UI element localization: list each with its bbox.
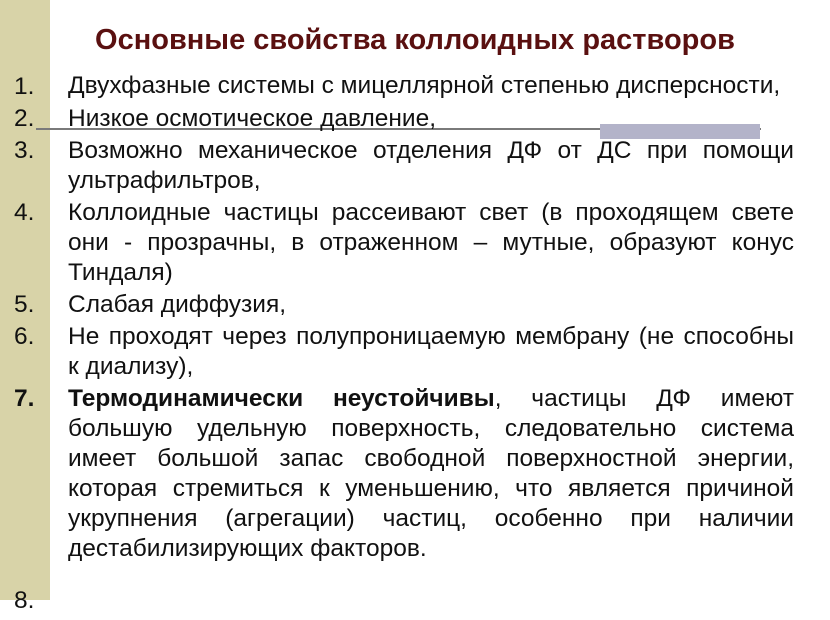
item-text: Коллоидные частицы рассеивают свет (в проходящем свете они - прозрачны, в отраженном – мутные, образуют конус Тиндаля) xyxy=(68,199,794,286)
item-number: 1. xyxy=(14,73,35,100)
item-text: Двухфазные системы с мицеллярной степенью дисперсности, xyxy=(68,72,781,99)
item-text-rest: , частицы ДФ имеют большую удельную поверхность, следовательно система имеет большой запас свободной поверхностной энергии, которая стремиться к уменьшению, что является причиной укрупнения (агрегации) частиц, особенно при наличии дестабилизирующих факторов. xyxy=(68,385,794,562)
list-item-cut-off xyxy=(14,587,794,614)
list-item xyxy=(14,384,794,564)
list-item xyxy=(14,72,794,102)
item-text: Возможно механическое отделения ДФ от ДС при помощи ультрафильтров, xyxy=(68,137,794,194)
item-text: Не проходят через полупроницаемую мембрану (не способны к диализу), xyxy=(68,323,794,380)
item-number: 7. xyxy=(14,385,35,412)
slide-title: Основные свойства коллоидных растворов xyxy=(95,24,735,56)
properties-list xyxy=(14,72,794,564)
item-text-emphasis: Термодинамически неустойчивы xyxy=(68,385,495,412)
item-text: Слабая диффузия, xyxy=(68,291,287,318)
list-item xyxy=(14,136,794,196)
item-number: 2. xyxy=(14,105,35,132)
item-text xyxy=(68,384,794,564)
list-item xyxy=(14,198,794,288)
item-text: Низкое осмотическое давление, xyxy=(68,105,437,132)
item-number: 4. xyxy=(14,199,35,226)
item-number: 6. xyxy=(14,323,35,350)
item-number: 5. xyxy=(14,291,35,318)
list-item xyxy=(14,104,794,134)
item-number: 8. xyxy=(14,587,35,614)
list-item xyxy=(14,290,794,320)
item-number: 3. xyxy=(14,137,35,164)
list-item xyxy=(14,322,794,382)
